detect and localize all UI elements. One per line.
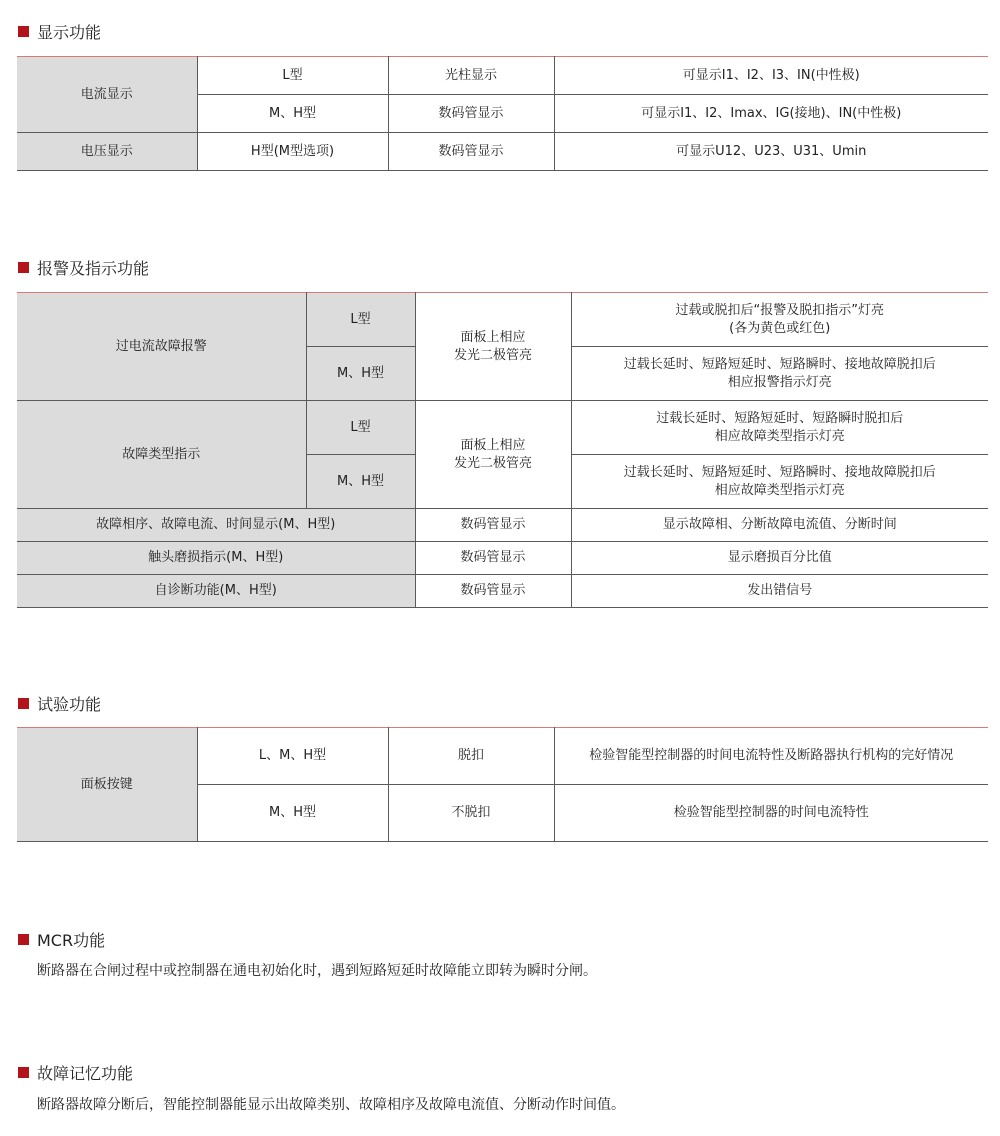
row-label: 自诊断功能(M、H型): [17, 575, 415, 608]
model-cell: L型: [197, 57, 388, 95]
section-title-text: MCR功能: [37, 931, 106, 950]
method-cell: 数码管显示: [415, 575, 571, 608]
desc-cell: [571, 347, 988, 401]
desc-cell: 可显示U12、U23、U31、Umin: [554, 133, 988, 171]
table-row: [17, 728, 988, 785]
panel-led-cell: [415, 293, 571, 401]
method-cell: 数码管显示: [388, 133, 554, 171]
desc-cell: 显示磨损百分比值: [571, 542, 988, 575]
memory-description: 断路器故障分断后，智能控制器能显示出故障类别、故障相序及故障电流值、分断动作时间值。: [37, 1097, 625, 1113]
method-cell: 数码管显示: [415, 509, 571, 542]
section-title-text: 报警及指示功能: [37, 259, 150, 278]
current-display-label: 电流显示: [17, 57, 197, 133]
desc-line1: 过载长延时、短路短延时、短路瞬时、接地故障脱扣后: [623, 356, 936, 372]
desc-line2: (各为黄色或红色): [729, 320, 831, 336]
panel-button-label: 面板按键: [17, 728, 197, 842]
table-row: [17, 575, 988, 608]
fault-type-label: 故障类型指示: [17, 401, 306, 509]
table-row: [17, 509, 988, 542]
desc-cell: [571, 293, 988, 347]
desc-cell: 可显示I1、I2、I3、IN(中性极): [554, 57, 988, 95]
section-title-text: 故障记忆功能: [37, 1064, 134, 1083]
panel-led-line1: 面板上相应: [460, 329, 526, 345]
panel-led-line2: 发光二极管亮: [453, 347, 532, 363]
square-bullet-icon: [18, 26, 29, 37]
desc-cell: 检验智能型控制器的时间电流特性及断路器执行机构的完好情况: [554, 728, 988, 785]
desc-line1: 过载长延时、短路短延时、短路瞬时、接地故障脱扣后: [623, 464, 936, 480]
table-row: [17, 57, 988, 95]
row-label: 触头磨损指示(M、H型): [17, 542, 415, 575]
section-title-test: [18, 692, 101, 715]
desc-cell: [571, 401, 988, 455]
panel-led-line1: 面板上相应: [460, 437, 526, 453]
action-cell: 不脱扣: [388, 785, 554, 842]
table-row: [17, 401, 988, 455]
model-cell: H型(M型选项): [197, 133, 388, 171]
desc-line1: 过载或脱扣后“报警及脱扣指示”灯亮: [675, 302, 884, 318]
model-cell: L、M、H型: [197, 728, 388, 785]
method-cell: 数码管显示: [388, 95, 554, 133]
panel-led-cell: [415, 401, 571, 509]
model-cell: M、H型: [197, 785, 388, 842]
model-cell: M、H型: [306, 455, 415, 509]
panel-led-line2: 发光二极管亮: [453, 455, 532, 471]
row-label: 故障相序、故障电流、时间显示(M、H型): [17, 509, 415, 542]
model-cell: L型: [306, 401, 415, 455]
section-title-memory: [18, 1061, 133, 1084]
action-cell: 脱扣: [388, 728, 554, 785]
desc-line2: 相应报警指示灯亮: [727, 374, 832, 390]
display-table: [17, 56, 988, 171]
model-cell: M、H型: [197, 95, 388, 133]
voltage-display-label: 电压显示: [17, 133, 197, 171]
section-title-display: [18, 20, 101, 43]
desc-line2: 相应故障类型指示灯亮: [714, 428, 845, 444]
method-cell: 光柱显示: [388, 57, 554, 95]
section-title-mcr: [18, 928, 105, 951]
square-bullet-icon: [18, 934, 29, 945]
square-bullet-icon: [18, 262, 29, 273]
section-title-alarm: [18, 256, 149, 279]
square-bullet-icon: [18, 1067, 29, 1078]
table-row: [17, 542, 988, 575]
square-bullet-icon: [18, 698, 29, 709]
desc-cell: 发出错信号: [571, 575, 988, 608]
table-row: [17, 293, 988, 347]
desc-cell: [571, 455, 988, 509]
mcr-description: 断路器在合闸过程中或控制器在通电初始化时，遇到短路短延时故障能立即转为瞬时分闸。: [37, 963, 597, 979]
method-cell: 数码管显示: [415, 542, 571, 575]
test-table: [17, 727, 988, 842]
section-title-text: 试验功能: [37, 695, 102, 714]
overcurrent-alarm-label: 过电流故障报警: [17, 293, 306, 401]
desc-line2: 相应故障类型指示灯亮: [714, 482, 845, 498]
model-cell: L型: [306, 293, 415, 347]
desc-cell: 检验智能型控制器的时间电流特性: [554, 785, 988, 842]
alarm-table: [17, 292, 988, 608]
desc-cell: 显示故障相、分断故障电流值、分断时间: [571, 509, 988, 542]
model-cell: M、H型: [306, 347, 415, 401]
desc-cell: 可显示I1、I2、Imax、IG(接地)、IN(中性极): [554, 95, 988, 133]
desc-line1: 过载长延时、短路短延时、短路瞬时脱扣后: [656, 410, 904, 426]
table-row: [17, 133, 988, 171]
section-title-text: 显示功能: [37, 23, 102, 42]
